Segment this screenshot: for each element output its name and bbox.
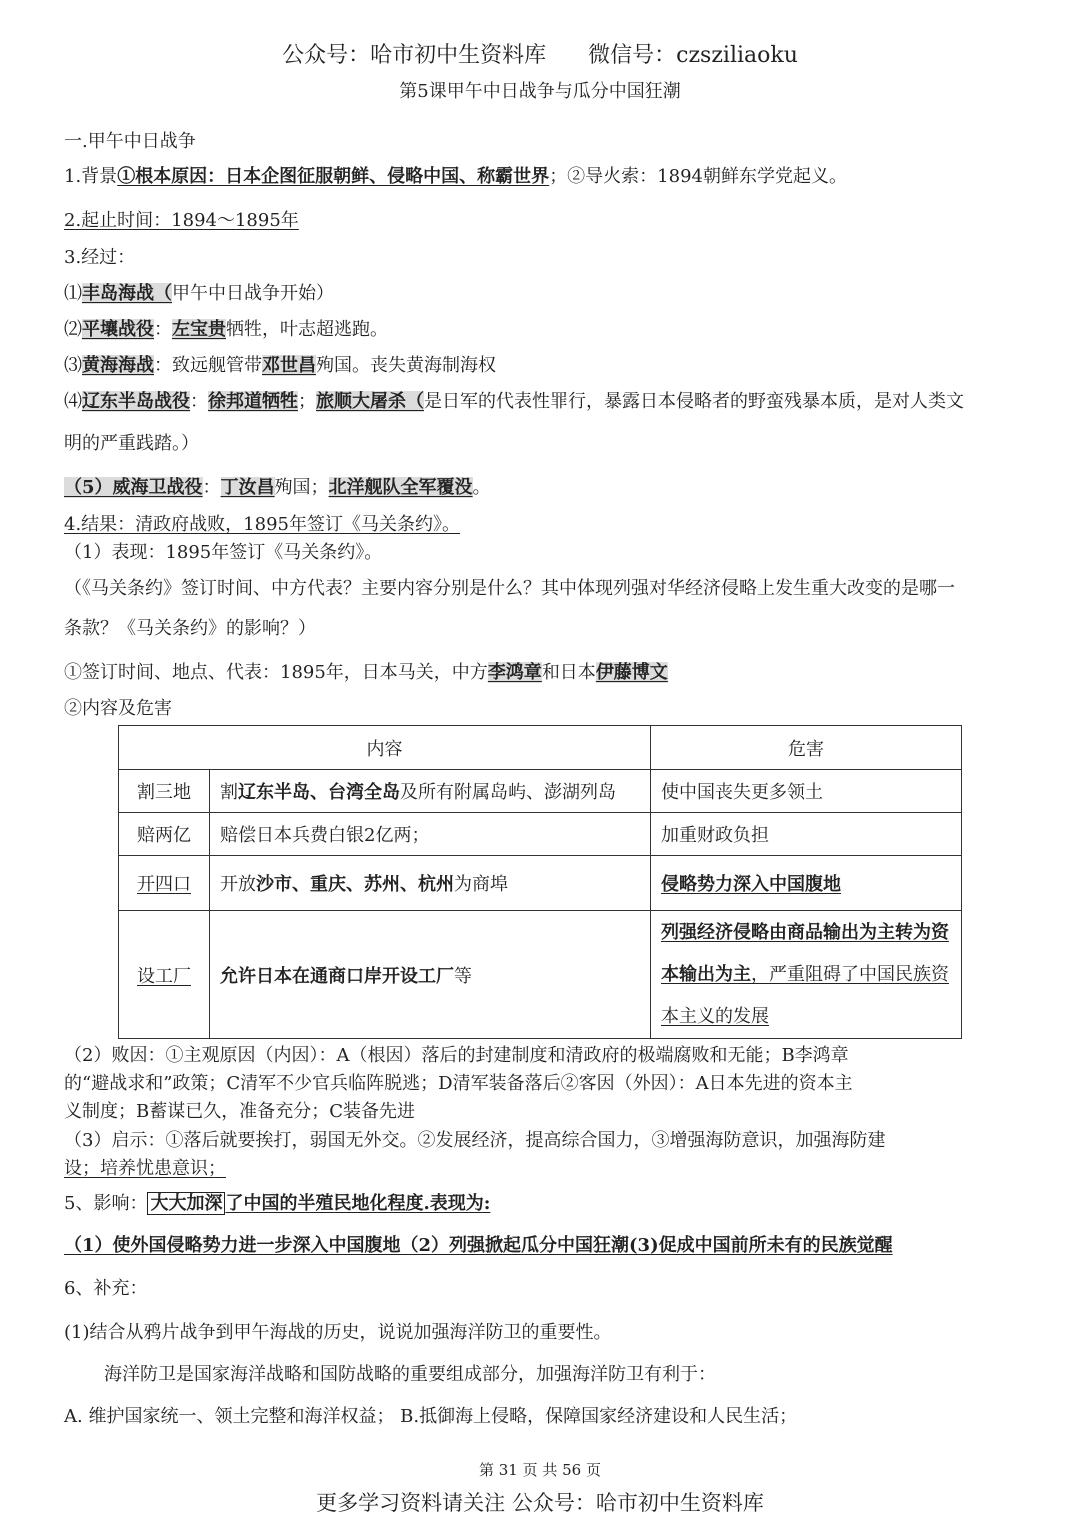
root-cause: ①根本原因：日本企图征服朝鲜、侵略中国、称霸世界: [117, 166, 550, 187]
battle-name: 平壤战役: [82, 319, 154, 340]
signing-line: [64, 658, 668, 684]
row-key-text: 开四口: [137, 874, 191, 895]
table-row: [119, 770, 962, 813]
item-text: 是日军的代表性罪行，暴露日本侵略者的野蛮残暴本质，是对人类文: [424, 391, 964, 412]
fleet-destroyed: 北洋舰队全军覆没: [328, 477, 473, 498]
result-line: [64, 510, 460, 536]
period-line: [64, 206, 299, 232]
process-item-2: [64, 315, 388, 341]
supplement-question: (1)结合从鸦片战争到甲午海战的历史，说说加强海洋防卫的重要性。: [64, 1322, 612, 1343]
row-harm: 使中国丧失更多领土: [651, 770, 962, 813]
process-item-4: [64, 387, 964, 413]
separator: ；: [298, 391, 316, 412]
result-question: （《马关条约》签订时间、中方代表？主要内容分别是什么？其中体现列强对华经济侵略上发生重大改变的是哪一: [64, 578, 955, 599]
header-line: [0, 38, 1080, 69]
background-line: [64, 162, 847, 188]
process-item-4-cont: 明的严重践踏。）: [64, 433, 199, 454]
content-bold: 辽东半岛、台湾全岛: [238, 782, 400, 803]
content-text: 为商埠: [454, 874, 508, 895]
content-bold: 允许日本在通商口岸开设工厂: [220, 965, 454, 987]
content-text: 等: [454, 965, 472, 987]
row-content: 赔偿日本兵费白银2亿两；: [210, 813, 651, 856]
process-item-3: [64, 351, 496, 377]
person-name: 邓世昌: [262, 355, 316, 376]
battle-name: 辽东半岛战役: [82, 391, 190, 412]
page-number: 第 31 页 共 56 页: [478, 1461, 601, 1479]
harm-bold: 侵略势力深入中国腹地: [661, 874, 841, 895]
item-text: 殉国。丧失黄海制海权: [316, 355, 496, 376]
battle-name: 丰岛海战（: [82, 283, 172, 304]
japan-representative: 伊藤博文: [595, 662, 668, 683]
table-row: [119, 911, 962, 1039]
table-header-row: [119, 726, 962, 770]
separator: ：: [190, 391, 208, 412]
footer-promo: 更多学习资料请关注 公众号：哈市初中生资料库: [316, 1491, 764, 1515]
lesson-line-1: （3）启示：①落后就要挨打，弱国无外交。②发展经济，提高综合国力，③增强海防意识，加强海防建: [64, 1130, 886, 1151]
content-text: 割: [220, 782, 238, 803]
treaty-table: [118, 725, 962, 1039]
item-number: ⑶: [64, 355, 82, 376]
impact-boxed: 大大加深: [147, 1192, 225, 1215]
row-key: 赔两亿: [119, 813, 210, 856]
harm-bold: 列强经济侵略由商品输出为主转为资本输出为主: [661, 921, 949, 985]
row-harm: [651, 856, 962, 911]
person-name: 丁汝昌: [220, 477, 275, 498]
account-name: 公众号：哈市初中生资料库: [282, 43, 547, 68]
massacre-name: 旅顺大屠杀（: [316, 391, 424, 412]
defeat-line-1: （2）败因：①主观原因（内因）：A（根因）落后的封建制度和清政府的极端腐败和无能；B李鸿章: [64, 1045, 849, 1066]
row-key-text: 设工厂: [137, 965, 191, 987]
item-text: 甲午中日战争开始）: [172, 283, 334, 304]
china-representative: 李鸿章: [487, 662, 542, 683]
lesson-line-2: [64, 1154, 226, 1180]
row-content: [210, 770, 651, 813]
impact-detail-text: （1）使外国侵略势力进一步深入中国腹地（2）列强掀起瓜分中国狂潮(3)促成中国前所未有的民族觉醒: [64, 1235, 893, 1256]
result-title: 4.结果：清政府战败，1895年签订《马关条约》。: [64, 514, 460, 535]
table-row: [119, 813, 962, 856]
content-bold: 沙市、重庆、苏州、杭州: [256, 874, 454, 895]
process-title: 3.经过：: [64, 247, 136, 268]
item-number: ⑴: [64, 283, 82, 304]
lesson-text: 设；培养忧患意识；: [64, 1158, 226, 1179]
result-question-cont: 条款？《马关条约》的影响？）: [64, 618, 316, 639]
impact-prefix: 5、影响：: [64, 1193, 148, 1214]
impact-line: [64, 1189, 490, 1215]
item-text: ：致远舰管带: [154, 355, 262, 376]
item-number: ⑵: [64, 319, 82, 340]
wechat-id: 微信号：czsziliaoku: [588, 43, 798, 68]
supplement-title: 6、补充：: [64, 1278, 148, 1299]
row-content: [210, 856, 651, 911]
row-key: [119, 911, 210, 1039]
fuse: ；②导火索：1894朝鲜东学党起义。: [549, 166, 847, 187]
person-name: 左宝贵: [172, 319, 226, 340]
content-title: ②内容及危害: [64, 698, 172, 719]
process-item-5: [64, 473, 491, 499]
battle-name: 黄海海战: [82, 355, 154, 376]
header-content: 内容: [119, 726, 651, 770]
item-text: 殉国；: [274, 477, 329, 498]
row-content: [210, 911, 651, 1039]
row-key: [119, 856, 210, 911]
item-number: ⑷: [64, 391, 82, 412]
lesson-title: 第5课甲午中日战争与瓜分中国狂潮: [399, 81, 681, 102]
item-text: 牺牲，叶志超逃跑。: [226, 319, 388, 340]
hero-name: 徐邦道牺牲: [208, 391, 298, 412]
row-harm: [651, 911, 962, 1039]
impact-rest: 了中国的半殖民地化程度.表现为:: [225, 1193, 491, 1214]
battle-name: （5）威海卫战役: [64, 477, 203, 498]
row-key: 割三地: [119, 770, 210, 813]
header-harm: 危害: [651, 726, 962, 770]
content-text: 开放: [220, 874, 256, 895]
background-prefix: 1.背景: [64, 166, 118, 187]
separator: ：: [154, 319, 172, 340]
supplement-answer-intro: 海洋防卫是国家海洋战略和国防战略的重要组成部分，加强海洋防卫有利于：: [104, 1364, 716, 1385]
item-text: 。: [472, 477, 491, 498]
process-item-1: [64, 279, 334, 305]
signing-mid: 和日本: [541, 662, 596, 683]
defeat-line-2: 的“避战求和”政策；C清军不少官兵临阵脱逃；D清军装备落后②客因（外因）：A日本先进的资本主: [64, 1073, 853, 1094]
supplement-answer-ab: A. 维护国家统一、领土完整和海洋权益； B.抵御海上侵略，保障国家经济建设和人民生活；: [64, 1406, 798, 1427]
section-title: 一.甲午中日战争: [64, 131, 196, 152]
signing-prefix: ①签订时间、地点、代表：1895年，日本马关，中方: [64, 662, 488, 683]
defeat-line-3: 义制度；B蓄谋已久，准备充分；C装备先进: [64, 1101, 415, 1122]
content-text: 及所有附属岛屿、澎湖列岛: [400, 782, 616, 803]
table-row: [119, 856, 962, 911]
separator: ：: [202, 477, 221, 498]
row-harm: 加重财政负担: [651, 813, 962, 856]
period-text: 2.起止时间：1894～1895年: [64, 210, 299, 231]
harm-text: ，严重阻碍了中国民族资本主义的发展: [661, 963, 949, 1027]
impact-detail: [64, 1231, 893, 1257]
result-expression: （1）表现：1895年签订《马关条约》。: [64, 542, 383, 563]
